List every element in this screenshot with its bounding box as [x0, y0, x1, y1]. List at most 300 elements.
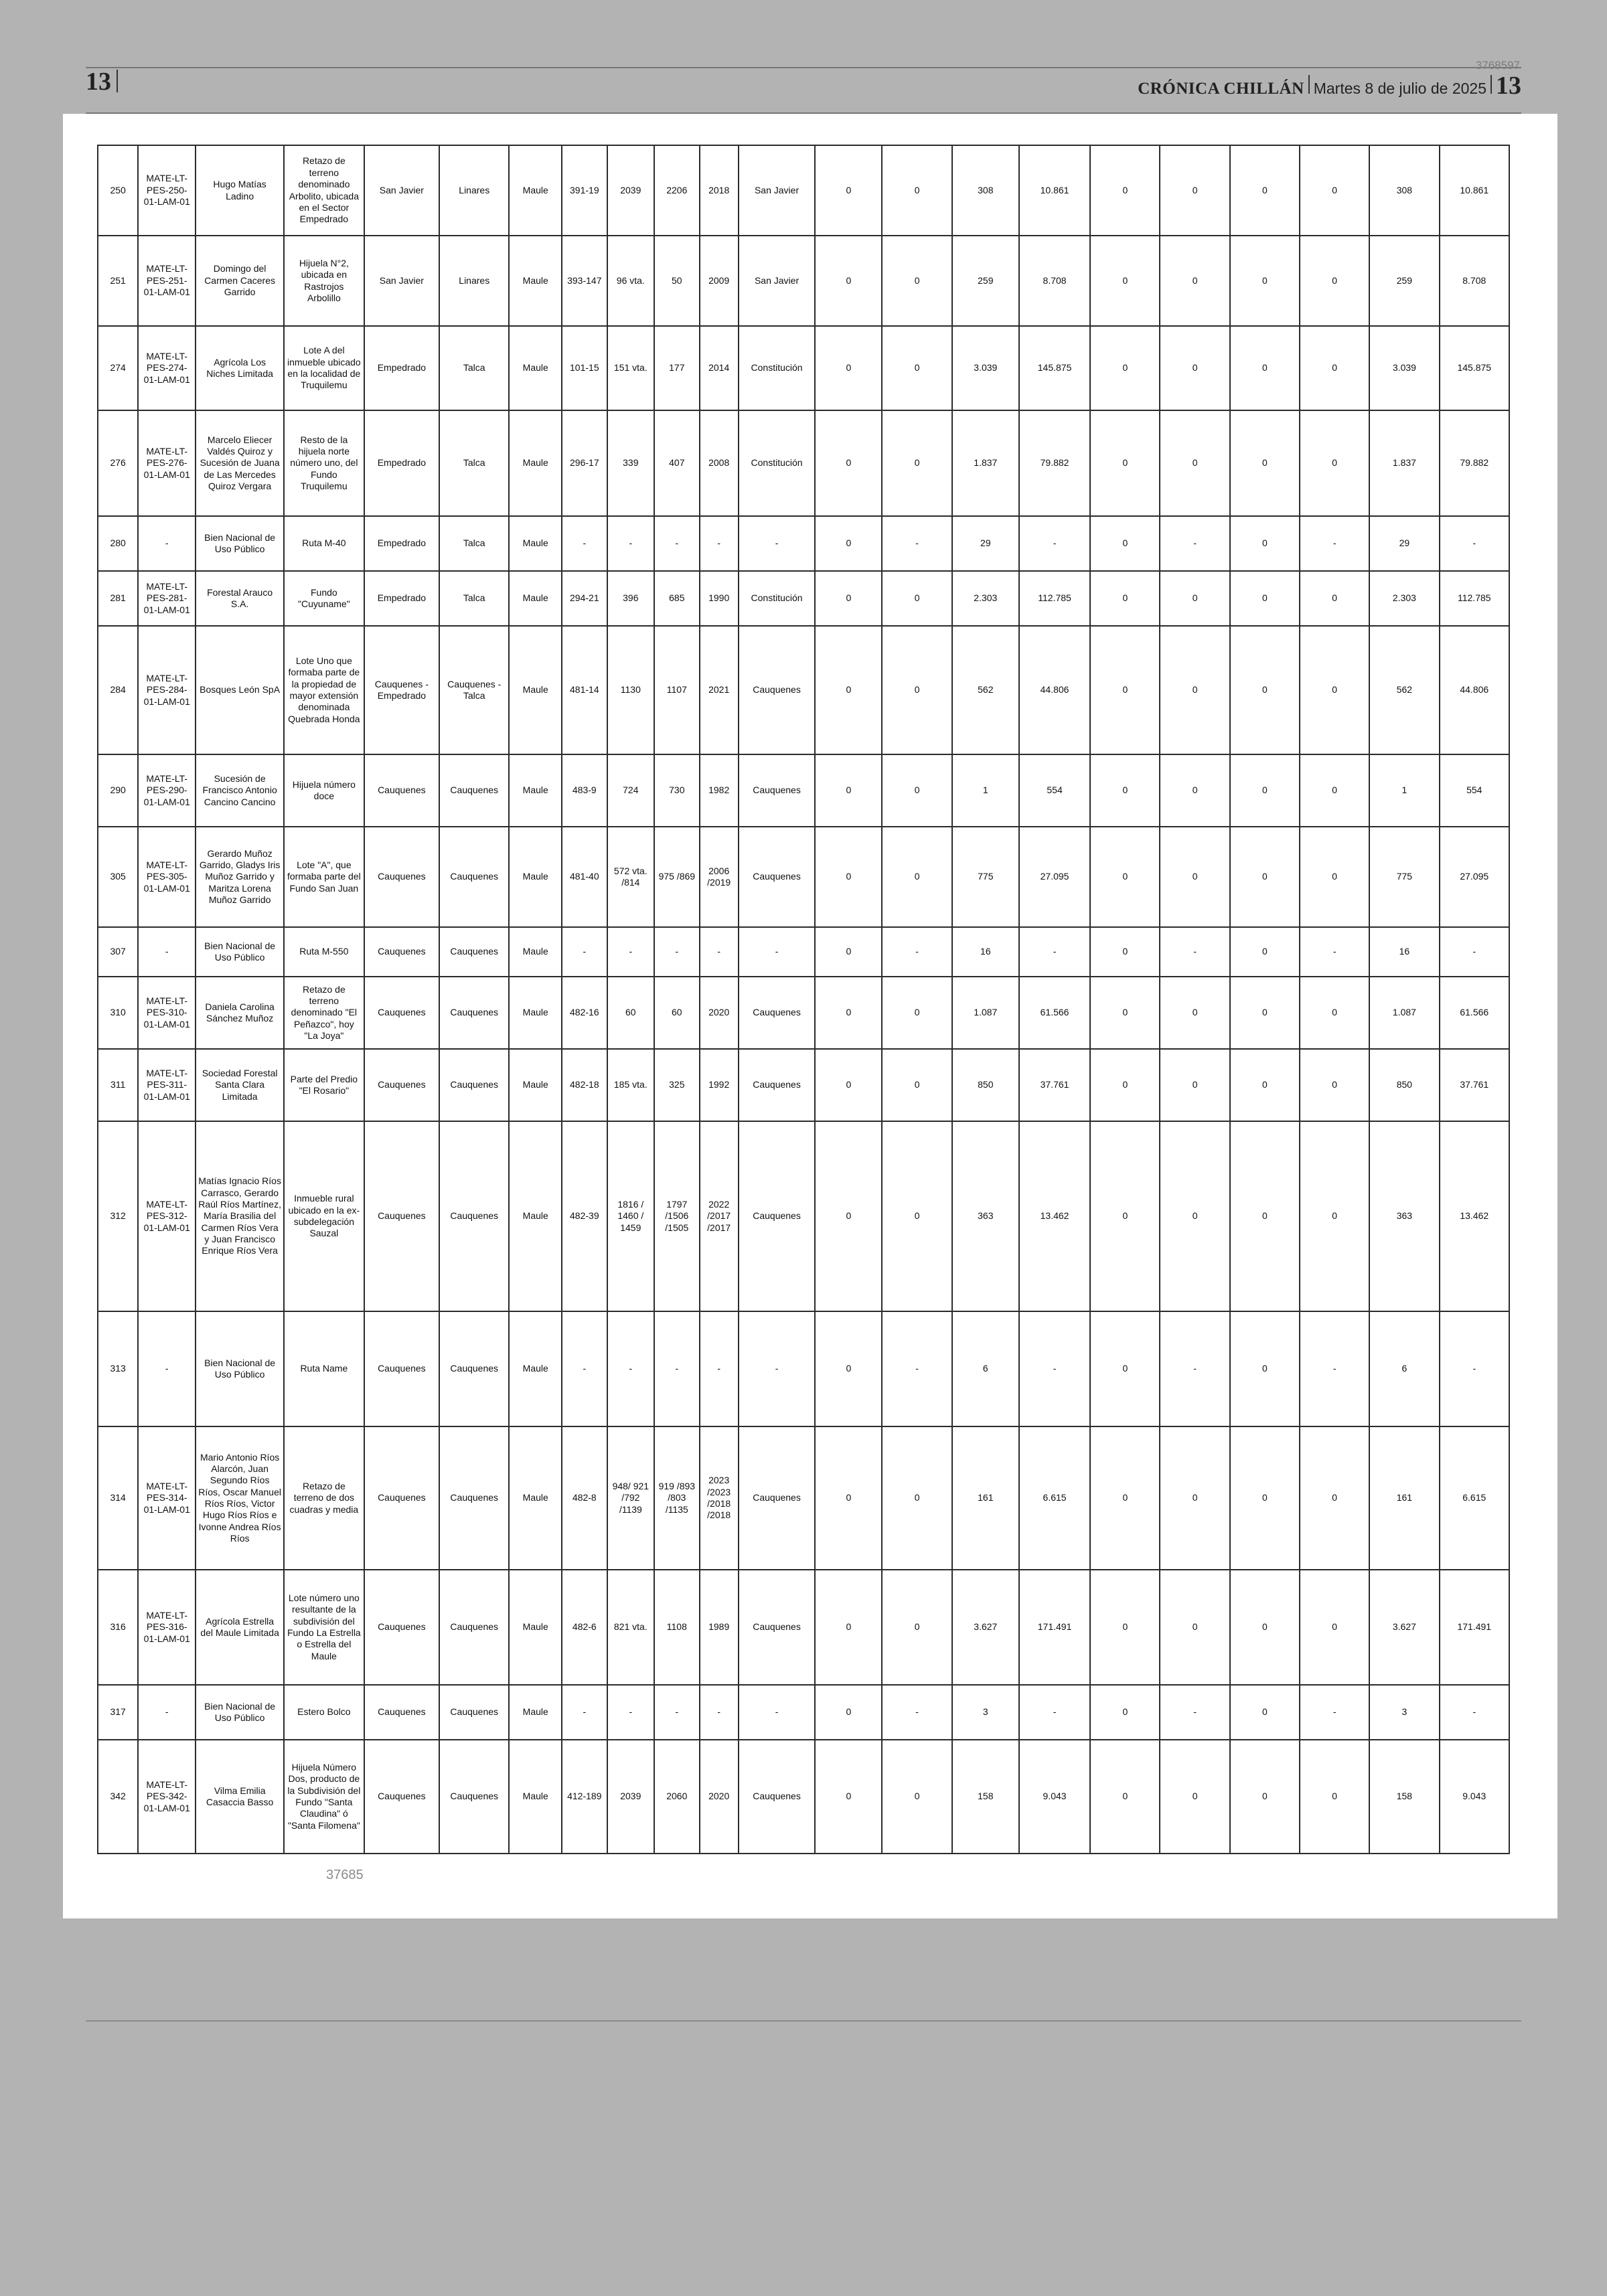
plan-code: MATE-LT-PES-274-01-LAM-01: [138, 326, 196, 410]
area-cell: 0: [1230, 516, 1300, 571]
table-row: [98, 754, 1509, 827]
area-cell: 2.303: [952, 571, 1019, 626]
owner-name: Matías Ignacio Ríos Carrasco, Gerardo Raúl Ríos Martínez, María Brasilia del Carmen Ríos Vera y Juan Francisco Enrique Ríos Vera: [196, 1121, 284, 1311]
area-cell: 0: [815, 827, 882, 927]
area-total: 112.785: [1440, 571, 1509, 626]
header-top-rule: [86, 67, 1521, 68]
property-table: [97, 145, 1510, 1854]
property-description: Inmueble rural ubicado en la ex-subdelegación Sauzal: [284, 1121, 364, 1311]
area-cell: 0: [1230, 927, 1300, 977]
registry-page: 1130: [607, 626, 655, 754]
rol-avaluo: 482-39: [562, 1121, 607, 1311]
plan-code: MATE-LT-PES-305-01-LAM-01: [138, 827, 196, 927]
table-row: [98, 1121, 1509, 1311]
property-description: Parte del Predio "El Rosario": [284, 1049, 364, 1121]
page-number-right: 13: [1496, 72, 1521, 100]
area-total: 44.806: [1440, 626, 1509, 754]
property-description: Retazo de terreno denominado "El Peñazco", hoy "La Joya": [284, 977, 364, 1049]
province: Talca: [439, 571, 509, 626]
registry-page: 96 vta.: [607, 236, 655, 326]
area-cell: 0: [815, 1685, 882, 1740]
area-total: 775: [1369, 827, 1439, 927]
registry-page: -: [607, 1311, 655, 1426]
rol-avaluo: 482-18: [562, 1049, 607, 1121]
area-cell: 0: [882, 1121, 951, 1311]
row-number: 251: [98, 236, 138, 326]
area-total: 3.627: [1369, 1570, 1439, 1685]
table-row: [98, 1570, 1509, 1685]
issue-date: Martes 8 de julio de 2025: [1313, 80, 1486, 97]
area-cell: -: [1160, 516, 1229, 571]
registry-page: -: [607, 516, 655, 571]
area-cell: 0: [882, 1426, 951, 1570]
conservador: Constitución: [739, 571, 815, 626]
commune: Cauquenes: [364, 827, 439, 927]
owner-name: Forestal Arauco S.A.: [196, 571, 284, 626]
property-description: Lote número uno resultante de la subdivisión del Fundo La Estrella o Estrella del Maule: [284, 1570, 364, 1685]
area-cell: 850: [952, 1049, 1019, 1121]
plan-code: MATE-LT-PES-310-01-LAM-01: [138, 977, 196, 1049]
rol-avaluo: 412-189: [562, 1740, 607, 1854]
region: Maule: [509, 977, 562, 1049]
region: Maule: [509, 626, 562, 754]
area-cell: 0: [1090, 410, 1160, 516]
commune: Cauquenes: [364, 927, 439, 977]
province: Talca: [439, 516, 509, 571]
area-cell: 0: [1090, 326, 1160, 410]
registry-page: 151 vta.: [607, 326, 655, 410]
table-row: [98, 326, 1509, 410]
table-row: [98, 977, 1509, 1049]
area-cell: 145.875: [1019, 326, 1090, 410]
area-cell: 0: [1230, 145, 1300, 236]
area-cell: 0: [1160, 1426, 1229, 1570]
row-number: 312: [98, 1121, 138, 1311]
footer-rule: [86, 2020, 1521, 2022]
row-number: 311: [98, 1049, 138, 1121]
area-cell: 0: [1300, 1049, 1369, 1121]
province: Cauquenes: [439, 1685, 509, 1740]
area-cell: 0: [1230, 1049, 1300, 1121]
area-cell: 0: [1300, 145, 1369, 236]
area-cell: 0: [1230, 1570, 1300, 1685]
registry-number: -: [654, 1311, 699, 1426]
area-cell: 29: [952, 516, 1019, 571]
table-row: [98, 516, 1509, 571]
area-total: 2.303: [1369, 571, 1439, 626]
plan-code: -: [138, 1685, 196, 1740]
area-cell: 0: [1230, 326, 1300, 410]
area-total: 13.462: [1440, 1121, 1509, 1311]
region: Maule: [509, 1570, 562, 1685]
area-cell: 0: [1300, 571, 1369, 626]
registry-number: -: [654, 516, 699, 571]
plan-code: MATE-LT-PES-312-01-LAM-01: [138, 1121, 196, 1311]
area-total: 1.837: [1369, 410, 1439, 516]
registry-page: -: [607, 1685, 655, 1740]
province: Linares: [439, 145, 509, 236]
area-cell: 0: [815, 1049, 882, 1121]
area-total: 3.039: [1369, 326, 1439, 410]
region: Maule: [509, 236, 562, 326]
watermark-text: 37685: [326, 1868, 364, 1882]
area-cell: 0: [1230, 1311, 1300, 1426]
property-description: Fundo "Cuyuname": [284, 571, 364, 626]
registry-page: 821 vta.: [607, 1570, 655, 1685]
province: Linares: [439, 236, 509, 326]
property-description: Lote "A", que formaba parte del Fundo San Juan: [284, 827, 364, 927]
row-number: 305: [98, 827, 138, 927]
area-cell: 0: [1230, 1121, 1300, 1311]
rol-avaluo: -: [562, 927, 607, 977]
commune: Cauquenes: [364, 977, 439, 1049]
registry-number: 50: [654, 236, 699, 326]
area-cell: 0: [1160, 1570, 1229, 1685]
owner-name: Daniela Carolina Sánchez Muñoz: [196, 977, 284, 1049]
rol-avaluo: 391-19: [562, 145, 607, 236]
area-cell: 9.043: [1019, 1740, 1090, 1854]
owner-name: Domingo del Carmen Caceres Garrido: [196, 236, 284, 326]
rol-avaluo: 481-40: [562, 827, 607, 927]
area-total: 6: [1369, 1311, 1439, 1426]
registry-year: 1992: [700, 1049, 739, 1121]
area-cell: 0: [815, 1426, 882, 1570]
area-total: 1: [1369, 754, 1439, 827]
area-cell: 0: [882, 754, 951, 827]
conservador: Cauquenes: [739, 1426, 815, 1570]
registry-year: 1990: [700, 571, 739, 626]
registry-page: 572 vta. /814: [607, 827, 655, 927]
masthead-divider: [1308, 75, 1310, 94]
area-cell: 0: [882, 1740, 951, 1854]
province: Cauquenes: [439, 977, 509, 1049]
area-total: 10.861: [1440, 145, 1509, 236]
registry-number: 1108: [654, 1570, 699, 1685]
region: Maule: [509, 1121, 562, 1311]
area-total: 1.087: [1369, 977, 1439, 1049]
region: Maule: [509, 754, 562, 827]
area-cell: 0: [1230, 1740, 1300, 1854]
table-row: [98, 626, 1509, 754]
area-cell: 0: [1230, 571, 1300, 626]
plan-code: MATE-LT-PES-316-01-LAM-01: [138, 1570, 196, 1685]
registry-number: 60: [654, 977, 699, 1049]
area-cell: 0: [815, 1740, 882, 1854]
row-number: 250: [98, 145, 138, 236]
registry-number: 1797 /1506 /1505: [654, 1121, 699, 1311]
registry-year: 2009: [700, 236, 739, 326]
area-cell: 0: [882, 827, 951, 927]
area-cell: 308: [952, 145, 1019, 236]
area-cell: 0: [815, 1121, 882, 1311]
property-description: Lote A del inmueble ubicado en la localidad de Truquilemu: [284, 326, 364, 410]
area-total: 161: [1369, 1426, 1439, 1570]
owner-name: Bien Nacional de Uso Público: [196, 1311, 284, 1426]
row-number: 310: [98, 977, 138, 1049]
property-description: Ruta Name: [284, 1311, 364, 1426]
commune: Empedrado: [364, 571, 439, 626]
rol-avaluo: 482-6: [562, 1570, 607, 1685]
area-cell: 0: [1230, 1685, 1300, 1740]
area-total: 37.761: [1440, 1049, 1509, 1121]
registry-number: 407: [654, 410, 699, 516]
row-number: 342: [98, 1740, 138, 1854]
area-cell: 363: [952, 1121, 1019, 1311]
registry-page: 396: [607, 571, 655, 626]
area-cell: 259: [952, 236, 1019, 326]
commune: San Javier: [364, 145, 439, 236]
region: Maule: [509, 1049, 562, 1121]
row-number: 276: [98, 410, 138, 516]
conservador: -: [739, 1311, 815, 1426]
property-description: Hijuela número doce: [284, 754, 364, 827]
province: Cauquenes: [439, 827, 509, 927]
area-total: 145.875: [1440, 326, 1509, 410]
document-sheet: [63, 114, 1557, 1918]
province: Cauquenes: [439, 927, 509, 977]
area-cell: 0: [882, 1570, 951, 1685]
conservador: Cauquenes: [739, 1121, 815, 1311]
commune: San Javier: [364, 236, 439, 326]
registry-number: 730: [654, 754, 699, 827]
region: Maule: [509, 326, 562, 410]
rol-avaluo: -: [562, 1685, 607, 1740]
registry-year: 2022 /2017 /2017: [700, 1121, 739, 1311]
row-number: 314: [98, 1426, 138, 1570]
region: Maule: [509, 827, 562, 927]
area-cell: 0: [1230, 754, 1300, 827]
area-cell: 0: [882, 571, 951, 626]
area-cell: 0: [1090, 754, 1160, 827]
rol-avaluo: 294-21: [562, 571, 607, 626]
area-cell: 0: [815, 516, 882, 571]
plan-code: MATE-LT-PES-281-01-LAM-01: [138, 571, 196, 626]
area-cell: 0: [1300, 410, 1369, 516]
area-cell: 0: [815, 326, 882, 410]
conservador: San Javier: [739, 236, 815, 326]
province: Cauquenes: [439, 1121, 509, 1311]
registry-page: 60: [607, 977, 655, 1049]
area-cell: 112.785: [1019, 571, 1090, 626]
commune: Cauquenes: [364, 1121, 439, 1311]
registry-number: -: [654, 927, 699, 977]
area-cell: 0: [1300, 1570, 1369, 1685]
area-cell: 0: [1160, 326, 1229, 410]
page-number-left: [86, 67, 118, 96]
row-number: 313: [98, 1311, 138, 1426]
province: Cauquenes: [439, 1049, 509, 1121]
row-number: 280: [98, 516, 138, 571]
conservador: Constitución: [739, 326, 815, 410]
area-cell: 0: [815, 145, 882, 236]
area-cell: 0: [815, 410, 882, 516]
rol-avaluo: 296-17: [562, 410, 607, 516]
area-cell: 0: [1090, 626, 1160, 754]
table-row: [98, 1685, 1509, 1740]
region: Maule: [509, 571, 562, 626]
registry-year: 2020: [700, 1740, 739, 1854]
area-total: 8.708: [1440, 236, 1509, 326]
area-cell: 0: [1230, 236, 1300, 326]
area-cell: 0: [1230, 1426, 1300, 1570]
area-total: 308: [1369, 145, 1439, 236]
property-description: Resto de la hijuela norte número uno, del Fundo Truquilemu: [284, 410, 364, 516]
registry-page: 185 vta.: [607, 1049, 655, 1121]
conservador: -: [739, 516, 815, 571]
region: Maule: [509, 1685, 562, 1740]
area-total: 363: [1369, 1121, 1439, 1311]
area-cell: 0: [1090, 1311, 1160, 1426]
province: Cauquenes: [439, 1570, 509, 1685]
registry-year: -: [700, 516, 739, 571]
registry-year: 2006 /2019: [700, 827, 739, 927]
area-total: 171.491: [1440, 1570, 1509, 1685]
area-cell: 37.761: [1019, 1049, 1090, 1121]
area-cell: -: [1300, 516, 1369, 571]
registry-page: 724: [607, 754, 655, 827]
area-cell: 1.087: [952, 977, 1019, 1049]
area-total: 259: [1369, 236, 1439, 326]
area-cell: -: [1300, 1311, 1369, 1426]
area-cell: 0: [1090, 1570, 1160, 1685]
area-total: 79.882: [1440, 410, 1509, 516]
area-cell: 0: [1090, 827, 1160, 927]
rol-avaluo: 101-15: [562, 326, 607, 410]
area-cell: 3.039: [952, 326, 1019, 410]
area-cell: 0: [1090, 1685, 1160, 1740]
header-masthead: [1138, 71, 1521, 100]
area-total: 29: [1369, 516, 1439, 571]
row-number: 307: [98, 927, 138, 977]
conservador: Cauquenes: [739, 626, 815, 754]
masthead-divider-2: [1490, 75, 1492, 94]
area-cell: 0: [815, 754, 882, 827]
area-cell: 3.627: [952, 1570, 1019, 1685]
area-cell: -: [1160, 1685, 1229, 1740]
area-cell: -: [1019, 1311, 1090, 1426]
area-cell: 16: [952, 927, 1019, 977]
province: Cauquenes: [439, 1311, 509, 1426]
area-cell: 0: [1090, 1121, 1160, 1311]
area-cell: 0: [815, 236, 882, 326]
property-description: Hijuela N°2, ubicada en Rastrojos Arbolillo: [284, 236, 364, 326]
registry-year: 2023 /2023 /2018 /2018: [700, 1426, 739, 1570]
area-cell: 0: [815, 571, 882, 626]
area-cell: 0: [1300, 1121, 1369, 1311]
registry-page: 2039: [607, 145, 655, 236]
conservador: Cauquenes: [739, 1049, 815, 1121]
conservador: Cauquenes: [739, 977, 815, 1049]
registry-year: 2008: [700, 410, 739, 516]
area-cell: 0: [815, 626, 882, 754]
plan-code: -: [138, 927, 196, 977]
commune: Empedrado: [364, 326, 439, 410]
table-row: [98, 1311, 1509, 1426]
region: Maule: [509, 145, 562, 236]
conservador: -: [739, 927, 815, 977]
area-cell: 6: [952, 1311, 1019, 1426]
area-total: 3: [1369, 1685, 1439, 1740]
area-total: 9.043: [1440, 1740, 1509, 1854]
page-number-divider: [117, 70, 118, 92]
area-cell: 0: [1230, 977, 1300, 1049]
row-number: 274: [98, 326, 138, 410]
area-total: -: [1440, 1311, 1509, 1426]
area-cell: 10.861: [1019, 145, 1090, 236]
commune: Empedrado: [364, 516, 439, 571]
table-row: [98, 827, 1509, 927]
table-row: [98, 236, 1509, 326]
owner-name: Vilma Emilia Casaccia Basso: [196, 1740, 284, 1854]
property-description: Estero Bolco: [284, 1685, 364, 1740]
commune: Empedrado: [364, 410, 439, 516]
registry-year: 1982: [700, 754, 739, 827]
area-cell: -: [1019, 516, 1090, 571]
commune: Cauquenes: [364, 1426, 439, 1570]
rol-avaluo: 482-16: [562, 977, 607, 1049]
commune: Cauquenes: [364, 1570, 439, 1685]
province: Cauquenes: [439, 754, 509, 827]
area-cell: 0: [1300, 326, 1369, 410]
plan-code: MATE-LT-PES-251-01-LAM-01: [138, 236, 196, 326]
area-cell: 0: [815, 927, 882, 977]
area-cell: 0: [1160, 626, 1229, 754]
registry-number: -: [654, 1685, 699, 1740]
registry-year: -: [700, 1685, 739, 1740]
property-table-body: [98, 145, 1509, 1854]
area-cell: 61.566: [1019, 977, 1090, 1049]
area-cell: 0: [1160, 236, 1229, 326]
area-cell: -: [1019, 1685, 1090, 1740]
rol-avaluo: 483-9: [562, 754, 607, 827]
area-cell: 0: [1300, 236, 1369, 326]
area-cell: 0: [1090, 1740, 1160, 1854]
area-cell: 775: [952, 827, 1019, 927]
property-description: Ruta M-550: [284, 927, 364, 977]
owner-name: Agrícola Los Niches Limitada: [196, 326, 284, 410]
area-cell: 0: [1300, 1740, 1369, 1854]
plan-code: MATE-LT-PES-250-01-LAM-01: [138, 145, 196, 236]
conservador: Cauquenes: [739, 754, 815, 827]
area-cell: 0: [1090, 977, 1160, 1049]
area-cell: 0: [1230, 626, 1300, 754]
plan-code: MATE-LT-PES-290-01-LAM-01: [138, 754, 196, 827]
owner-name: Agrícola Estrella del Maule Limitada: [196, 1570, 284, 1685]
rol-avaluo: 481-14: [562, 626, 607, 754]
area-cell: 0: [1160, 1049, 1229, 1121]
area-cell: 6.615: [1019, 1426, 1090, 1570]
owner-name: Bien Nacional de Uso Público: [196, 927, 284, 977]
commune: Cauquenes: [364, 1740, 439, 1854]
area-cell: 0: [1160, 571, 1229, 626]
area-cell: 0: [882, 626, 951, 754]
area-cell: 27.095: [1019, 827, 1090, 927]
area-total: 850: [1369, 1049, 1439, 1121]
conservador: -: [739, 1685, 815, 1740]
area-cell: 0: [1160, 410, 1229, 516]
region: Maule: [509, 1740, 562, 1854]
owner-name: Hugo Matías Ladino: [196, 145, 284, 236]
row-number: 317: [98, 1685, 138, 1740]
area-cell: 0: [1300, 827, 1369, 927]
area-cell: -: [882, 927, 951, 977]
rol-avaluo: 482-8: [562, 1426, 607, 1570]
area-cell: 171.491: [1019, 1570, 1090, 1685]
region: Maule: [509, 516, 562, 571]
area-cell: 0: [815, 1570, 882, 1685]
area-cell: -: [882, 1685, 951, 1740]
registry-year: -: [700, 1311, 739, 1426]
